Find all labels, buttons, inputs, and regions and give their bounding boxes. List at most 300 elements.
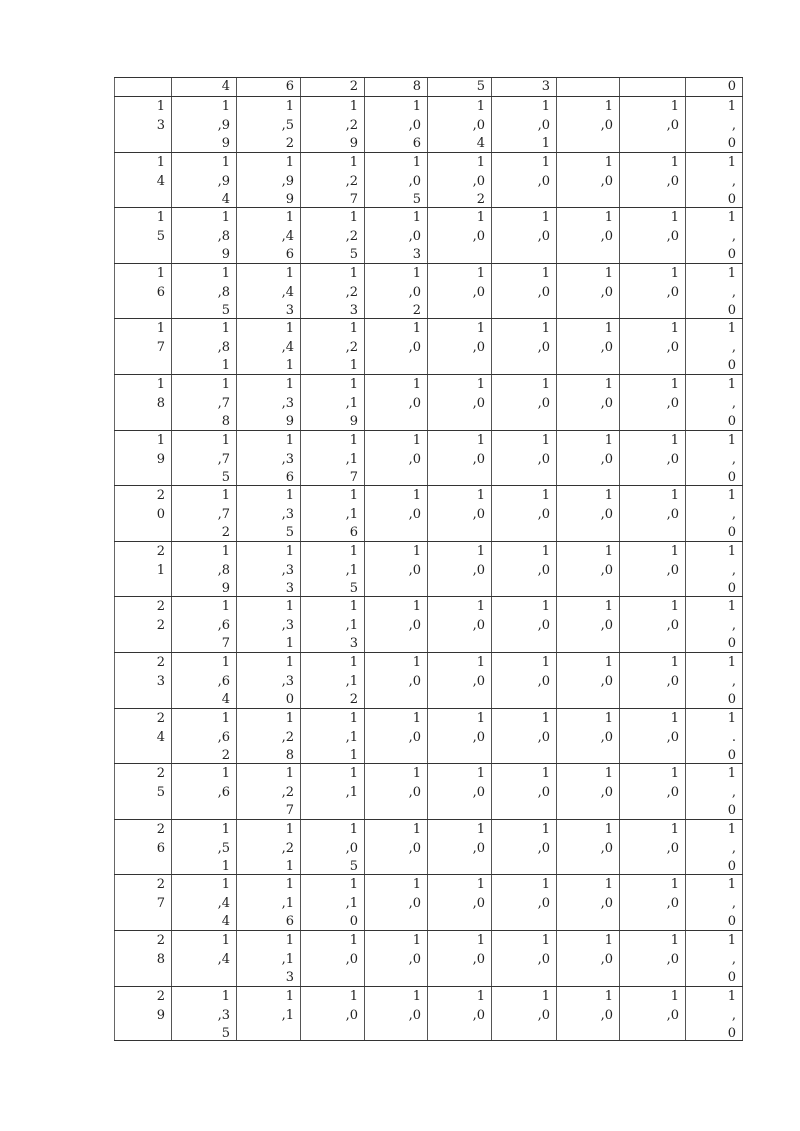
cell-text: ,0 <box>600 952 613 967</box>
cell-text: ,0 <box>408 896 421 912</box>
table-cell <box>492 931 557 986</box>
table-row <box>114 318 743 374</box>
cell-text: ,0 <box>537 785 550 801</box>
cell-text: 1 <box>670 543 679 559</box>
cell-text: ,0 <box>666 451 679 467</box>
cell-text: ,0 <box>472 840 485 856</box>
table-cell <box>557 542 620 597</box>
row-label-cell <box>114 597 172 652</box>
cell-text: 1 <box>604 821 613 837</box>
row-label-cell <box>114 264 172 319</box>
row-label-cell <box>114 709 172 764</box>
table-cell <box>686 764 743 819</box>
cell-text: 5 <box>349 247 358 263</box>
cell-text: 1 <box>349 210 358 226</box>
cell-text: 2 <box>156 766 165 782</box>
table-cell <box>237 653 301 708</box>
cell-text: ,3 <box>281 562 294 578</box>
cell-text: ,8 <box>217 340 230 356</box>
cell-text: ,0 <box>472 674 485 689</box>
table-cell <box>620 597 686 652</box>
cell-text: 1 <box>604 933 613 948</box>
cell-text: 0 <box>727 302 736 318</box>
cell-text: ,0 <box>408 674 421 689</box>
table-cell <box>620 153 686 208</box>
header-cell <box>492 78 557 96</box>
cell-text: 1 <box>349 933 358 948</box>
table-cell <box>492 97 557 152</box>
row-label-cell <box>114 97 172 152</box>
cell-text: 1 <box>727 655 736 670</box>
cell-text: 1 <box>476 655 485 670</box>
header-cell <box>557 78 620 96</box>
table-cell <box>557 153 620 208</box>
cell-text: 1 <box>412 710 421 726</box>
table-row <box>114 263 743 319</box>
table-cell <box>620 542 686 597</box>
cell-text: 1 <box>221 821 230 837</box>
cell-text: 6 <box>412 136 421 151</box>
row-label-cell <box>114 931 172 986</box>
cell-text: 8 <box>412 79 421 94</box>
cell-text: ,5 <box>217 840 230 856</box>
table-cell <box>428 97 492 152</box>
cell-text: 1 <box>412 154 421 170</box>
cell-text: ,3 <box>281 396 294 411</box>
table-cell <box>237 208 301 263</box>
cell-text: , <box>731 674 736 689</box>
row-label-cell <box>114 875 172 930</box>
cell-text: 1 <box>670 988 679 1004</box>
table-cell <box>492 208 557 263</box>
cell-text: , <box>731 451 736 467</box>
cell-text: 1 <box>604 655 613 670</box>
cell-text: 1 <box>221 154 230 170</box>
cell-text: 1 <box>476 933 485 948</box>
table-row <box>114 708 743 764</box>
table-cell <box>557 987 620 1042</box>
cell-text: ,0 <box>537 952 550 967</box>
table-cell <box>237 709 301 764</box>
cell-text: ,0 <box>666 173 679 189</box>
cell-text: 8 <box>285 747 294 763</box>
cell-text: 2 <box>221 747 230 763</box>
cell-text: 1 <box>349 599 358 615</box>
cell-text: 3 <box>156 118 165 133</box>
cell-text: ,2 <box>345 229 358 245</box>
table-cell <box>557 486 620 541</box>
cell-text: 2 <box>221 525 230 541</box>
table-cell <box>301 486 365 541</box>
cell-text: 1 <box>604 488 613 504</box>
cell-text: 7 <box>156 340 165 356</box>
cell-text: 0 <box>727 79 736 94</box>
cell-text: 1 <box>349 655 358 670</box>
cell-text: 1 <box>604 877 613 893</box>
table-cell <box>686 709 743 764</box>
table-cell <box>237 764 301 819</box>
cell-text: 1 <box>221 710 230 726</box>
cell-text: 2 <box>349 692 358 707</box>
table-cell <box>557 820 620 875</box>
cell-text: ,0 <box>472 451 485 467</box>
cell-text: , <box>731 1007 736 1023</box>
cell-text: 1 <box>156 432 165 448</box>
table-cell <box>620 987 686 1042</box>
cell-text: ,0 <box>666 1007 679 1023</box>
table-cell <box>237 486 301 541</box>
cell-text: ,2 <box>345 173 358 189</box>
cell-text: 3 <box>349 302 358 318</box>
cell-text: ,0 <box>472 952 485 967</box>
cell-text: 1 <box>412 488 421 504</box>
cell-text: ,1 <box>345 896 358 912</box>
header-cell <box>301 78 365 96</box>
table-cell <box>428 319 492 374</box>
cell-text: 1 <box>476 210 485 226</box>
table-cell <box>557 931 620 986</box>
cell-text: 0 <box>727 636 736 652</box>
cell-text: 1 <box>221 543 230 559</box>
cell-text: 1 <box>476 710 485 726</box>
cell-text: , <box>731 173 736 189</box>
table-cell <box>172 653 237 708</box>
table-cell <box>492 653 557 708</box>
table-row <box>114 763 743 819</box>
row-label-cell <box>114 542 172 597</box>
table-cell <box>301 987 365 1042</box>
cell-text: ,1 <box>281 896 294 912</box>
cell-text: 1 <box>221 858 230 874</box>
cell-text: 0 <box>727 136 736 151</box>
cell-text: ,0 <box>408 785 421 801</box>
cell-text: 1 <box>604 265 613 281</box>
table-cell <box>686 987 743 1042</box>
row-label-cell <box>114 375 172 430</box>
cell-text: 6 <box>285 247 294 263</box>
cell-text: 2 <box>156 821 165 837</box>
cell-text: ,0 <box>537 507 550 523</box>
cell-text: 2 <box>156 543 165 559</box>
cell-text: 1 <box>349 821 358 837</box>
cell-text: 1 <box>285 988 294 1004</box>
cell-text: 8 <box>156 952 165 967</box>
cell-text: ,0 <box>600 1007 613 1023</box>
cell-text: 1 <box>412 321 421 337</box>
cell-text: 1 <box>412 766 421 782</box>
table-cell <box>686 875 743 930</box>
table-cell <box>686 264 743 319</box>
cell-text: 1 <box>604 377 613 392</box>
cell-text: ,0 <box>472 729 485 745</box>
table-cell <box>620 820 686 875</box>
cell-text: 1 <box>541 821 550 837</box>
cell-text: ,0 <box>472 785 485 801</box>
cell-text: ,3 <box>281 451 294 467</box>
cell-text: 1 <box>285 358 294 374</box>
row-label-cell <box>114 764 172 819</box>
cell-text: 1 <box>221 377 230 392</box>
table-cell <box>301 542 365 597</box>
table-row <box>114 652 743 708</box>
cell-text: 1 <box>604 988 613 1004</box>
cell-text: 5 <box>221 469 230 485</box>
table-cell <box>365 486 428 541</box>
table-cell <box>492 987 557 1042</box>
cell-text: 1 <box>221 766 230 782</box>
table-cell <box>686 375 743 430</box>
table-row <box>114 374 743 430</box>
cell-text: 1 <box>604 210 613 226</box>
cell-text: 1 <box>412 265 421 281</box>
table-cell <box>428 486 492 541</box>
cell-text: , <box>731 896 736 912</box>
cell-text: ,1 <box>281 952 294 967</box>
cell-text: ,7 <box>217 396 230 411</box>
cell-text: ,8 <box>217 284 230 300</box>
cell-text: 7 <box>221 636 230 652</box>
table-cell <box>172 987 237 1042</box>
cell-text: ,0 <box>600 507 613 523</box>
table-cell <box>686 931 743 986</box>
cell-text: 0 <box>727 747 736 763</box>
table-cell <box>428 431 492 486</box>
cell-text: 0 <box>727 692 736 707</box>
table-cell <box>492 764 557 819</box>
cell-text: 1 <box>670 655 679 670</box>
cell-text: 1 <box>727 766 736 782</box>
cell-text: 1 <box>476 377 485 392</box>
cell-text: ,0 <box>472 173 485 189</box>
cell-text: 1 <box>285 599 294 615</box>
cell-text: ,0 <box>666 896 679 912</box>
table-cell <box>301 820 365 875</box>
table-cell <box>428 987 492 1042</box>
row-label-cell <box>114 987 172 1042</box>
cell-text: 3 <box>285 580 294 596</box>
cell-text: ,0 <box>537 729 550 745</box>
cell-text: ,7 <box>217 507 230 523</box>
cell-text: 1 <box>349 432 358 448</box>
cell-text: ,0 <box>600 618 613 634</box>
table-cell <box>365 375 428 430</box>
table-cell <box>492 597 557 652</box>
cell-text: 2 <box>156 988 165 1004</box>
cell-text: 1 <box>221 432 230 448</box>
cell-text: 1 <box>541 766 550 782</box>
cell-text: 9 <box>221 136 230 151</box>
table-cell <box>620 208 686 263</box>
table-cell <box>172 764 237 819</box>
table-cell <box>172 208 237 263</box>
cell-text: ,1 <box>345 785 358 801</box>
cell-text: 1 <box>285 821 294 837</box>
cell-text: 9 <box>221 247 230 263</box>
cell-text: 1 <box>670 154 679 170</box>
header-cell <box>114 78 172 96</box>
cell-text: 1 <box>221 488 230 504</box>
cell-text: 1 <box>349 710 358 726</box>
cell-text: ,0 <box>408 1007 421 1023</box>
cell-text: 4 <box>476 136 485 151</box>
cell-text: 0 <box>727 191 736 207</box>
cell-text: ,0 <box>472 507 485 523</box>
cell-text: 1 <box>541 933 550 948</box>
cell-text: ,4 <box>217 952 230 967</box>
cell-text: , <box>731 507 736 523</box>
cell-text: ,0 <box>666 507 679 523</box>
table-cell <box>620 875 686 930</box>
table-cell <box>365 653 428 708</box>
table-cell <box>620 486 686 541</box>
cell-text: . <box>731 729 736 745</box>
table-cell <box>686 597 743 652</box>
cell-text: ,0 <box>472 1007 485 1023</box>
cell-text: 1 <box>349 747 358 763</box>
cell-text: 1 <box>349 377 358 392</box>
cell-text: 1 <box>285 655 294 670</box>
cell-text: ,0 <box>408 952 421 967</box>
cell-text: 9 <box>285 191 294 207</box>
cell-text: 5 <box>476 79 485 94</box>
table-cell <box>365 597 428 652</box>
cell-text: 1 <box>604 432 613 448</box>
cell-text: 1 <box>285 432 294 448</box>
cell-text: 1 <box>412 99 421 114</box>
cell-text: ,2 <box>345 284 358 300</box>
cell-text: 1 <box>670 377 679 392</box>
table-cell <box>620 319 686 374</box>
table-cell <box>686 653 743 708</box>
row-label-cell <box>114 208 172 263</box>
cell-text: 0 <box>727 525 736 541</box>
cell-text: ,0 <box>666 340 679 356</box>
cell-text: 1 <box>476 543 485 559</box>
cell-text: ,0 <box>666 952 679 967</box>
table-cell <box>620 931 686 986</box>
cell-text: ,0 <box>408 729 421 745</box>
cell-text: 1 <box>541 988 550 1004</box>
cell-text: ,8 <box>217 229 230 245</box>
table-cell <box>557 764 620 819</box>
table-cell <box>492 875 557 930</box>
table-cell <box>620 97 686 152</box>
table-cell <box>686 97 743 152</box>
cell-text: 5 <box>285 525 294 541</box>
cell-text: 3 <box>285 302 294 318</box>
table-cell <box>686 208 743 263</box>
cell-text: ,1 <box>345 396 358 411</box>
cell-text: 1 <box>670 821 679 837</box>
cell-text: 1 <box>349 358 358 374</box>
cell-text: 5 <box>221 302 230 318</box>
cell-text: 1 <box>156 321 165 337</box>
cell-text: , <box>731 396 736 411</box>
table-cell <box>428 153 492 208</box>
cell-text: ,6 <box>217 618 230 634</box>
cell-text: ,0 <box>600 674 613 689</box>
table-cell <box>686 820 743 875</box>
table-cell <box>172 319 237 374</box>
row-label-cell <box>114 153 172 208</box>
cell-text: ,0 <box>666 284 679 300</box>
cell-text: ,4 <box>217 896 230 912</box>
cell-text: 1 <box>670 766 679 782</box>
table-cell <box>620 709 686 764</box>
cell-text: 1 <box>412 432 421 448</box>
table-cell <box>557 97 620 152</box>
header-cell <box>620 78 686 96</box>
cell-text: 1 <box>670 321 679 337</box>
table-cell <box>620 653 686 708</box>
table-cell <box>557 375 620 430</box>
cell-text: 9 <box>156 1007 165 1023</box>
cell-text: ,9 <box>281 173 294 189</box>
cell-text: ,4 <box>281 340 294 356</box>
table-cell <box>301 597 365 652</box>
cell-text: ,0 <box>537 618 550 634</box>
table-cell <box>365 542 428 597</box>
cell-text: ,0 <box>666 118 679 133</box>
table-cell <box>428 653 492 708</box>
table-cell <box>237 875 301 930</box>
cell-text: 5 <box>412 191 421 207</box>
cell-text: 1 <box>285 377 294 392</box>
cell-text: , <box>731 340 736 356</box>
cell-text: 7 <box>349 191 358 207</box>
cell-text: 5 <box>156 785 165 801</box>
table-cell <box>301 375 365 430</box>
table-cell <box>301 319 365 374</box>
cell-text: 1 <box>541 543 550 559</box>
cell-text: ,6 <box>217 785 230 801</box>
cell-text: ,0 <box>537 451 550 467</box>
data-table <box>114 77 743 1041</box>
table-cell <box>172 264 237 319</box>
cell-text: 1 <box>476 599 485 615</box>
cell-text: 1 <box>670 265 679 281</box>
cell-text: 1 <box>412 988 421 1004</box>
table-header-row <box>114 77 743 96</box>
table-cell <box>301 875 365 930</box>
cell-text: ,9 <box>217 118 230 133</box>
table-row <box>114 596 743 652</box>
cell-text: 1 <box>541 210 550 226</box>
cell-text: ,0 <box>600 396 613 411</box>
cell-text: 1 <box>285 636 294 652</box>
table-cell <box>365 931 428 986</box>
cell-text: ,0 <box>537 229 550 245</box>
cell-text: ,0 <box>600 840 613 856</box>
table-cell <box>237 597 301 652</box>
cell-text: 1 <box>604 154 613 170</box>
cell-text: ,0 <box>472 562 485 578</box>
table-cell <box>686 431 743 486</box>
cell-text: 0 <box>727 803 736 819</box>
table-cell <box>492 486 557 541</box>
cell-text: 1 <box>727 99 736 114</box>
cell-text: 1 <box>541 432 550 448</box>
cell-text: 1 <box>156 99 165 114</box>
table-cell <box>301 931 365 986</box>
cell-text: 1 <box>221 99 230 114</box>
cell-text: ,0 <box>600 785 613 801</box>
cell-text: , <box>731 785 736 801</box>
table-cell <box>237 319 301 374</box>
cell-text: ,0 <box>408 340 421 356</box>
table-cell <box>686 319 743 374</box>
table-cell <box>492 431 557 486</box>
